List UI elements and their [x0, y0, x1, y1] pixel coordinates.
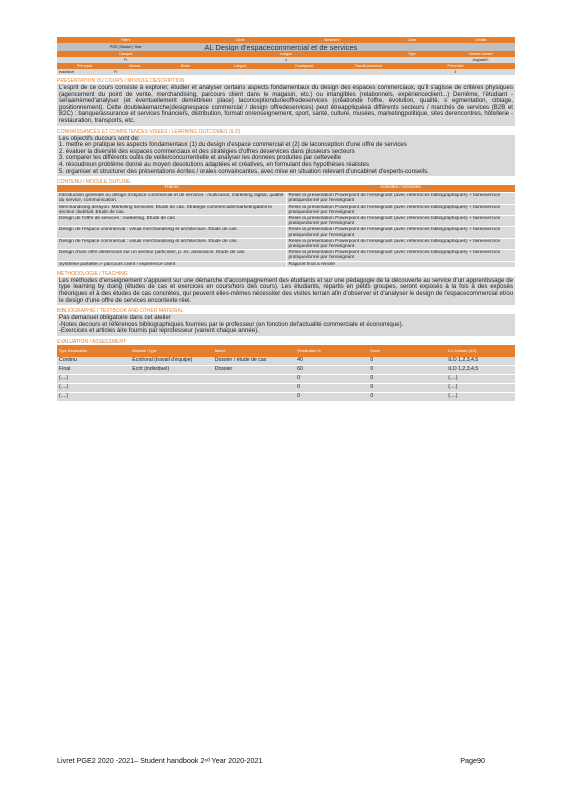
eval-cell [130, 392, 212, 401]
value-cell: Fr [112, 69, 158, 75]
skills-item: 2. évaluer la diversité des espaces commerciaux et des stratégies d'offres deservices dans plusieurs secteurs [59, 147, 355, 155]
value-cell: 4 [194, 57, 377, 63]
evaluation-header-row [57, 345, 515, 357]
header-cell: Cycle [194, 37, 286, 43]
eval-cell: 0 [295, 374, 368, 383]
page-footer [57, 756, 515, 765]
table-row [57, 374, 515, 383]
eval-cell: 0 [368, 374, 446, 383]
value-cell: Fr [57, 57, 194, 63]
skills-item: 4. résoudreun problème donné au moyen desolutions adaptées et créatives, en formulant des hypothèses réalistes [59, 160, 369, 168]
content-heading: CONTENU / MODULE OUTLINE [57, 179, 131, 186]
content-topic: Design de l'espace commercial : visual merchandising et architecture. Etude de cas. [57, 227, 286, 238]
presentation-text: L'esprit de ce cours consiste à explorer, étudier et analyser certains aspects fondamentaux du design des espaces commerciaux, qu'il s'agisse de critères physiques (agencement du point de vente, merchandising, parcours client dans le magasin, etc.) ou intangibles (relationnels, expérienceclient...) Demême, l'étudiant -seraamèmed'analyser (et éventuellement demettreen place) laconceptionduneoffredeservices (créationde l'offre, évolution, qualité, s egmentation, ciblage, positionnement). Cette doubleàemarche(designespace commercial / design offredeservices) peut êtreappliquéeà différents secteurs / marchés de services (B2B et B2C) : banque/assurance et services financiers, distribution, formati on/enseignement, sport, santé, culture, musées, marketingpolitique, sites derencontres, hôtellerie -restauration, transports, etc. [59, 84, 513, 124]
eval-cell: Ecrit/oral (travail d'équipe) [130, 357, 212, 366]
evaluation-col: Type d'évaluation [57, 345, 130, 357]
value-cell: 4 [396, 69, 515, 75]
content-topic: Design de l'offre de services : marketing. Etude de cas [57, 215, 286, 226]
table-row [57, 261, 515, 267]
program-cell: PGE | Master | Year [57, 43, 194, 51]
course-title: AL Design d'espacecommercial et de services [194, 43, 515, 51]
header-cell: Campus [57, 51, 194, 57]
eval-cell: 0 [368, 357, 446, 366]
value-cell: Individuel [57, 69, 112, 75]
content-topic: Design d'une offre deservices sur un secteur particulier, p. ex. assurance. Etude de cas. [57, 250, 286, 261]
table-row [57, 392, 515, 401]
content-col-right: Activités / Activities [286, 185, 515, 193]
header-cell: Langue [213, 63, 268, 69]
course-header-table [57, 37, 515, 63]
header-cell: Prérequis [57, 63, 112, 69]
table-row [57, 238, 515, 249]
evaluation-col: Modalité / Type [130, 345, 212, 357]
bibliography-box [57, 314, 515, 336]
content-topic: Merchandising derayon. Marketing sensoriel. Etude de cas. Stratégie commerciale/marketingdans le secteur dudétail. Etude de cas. [57, 204, 286, 215]
table-row [57, 250, 515, 261]
course-sheet [57, 0, 515, 402]
value-cell: Anglais/Fr [446, 57, 515, 63]
value-cell [268, 69, 396, 75]
bibliography-line: Pas demanuel obligatoire dans cet atelier [59, 314, 171, 322]
evaluation-heading: EVALUATION / ASSESSMENT [57, 338, 126, 345]
table-row [57, 383, 515, 392]
eval-cell: 0 [295, 392, 368, 401]
content-col-left: Thème [57, 185, 286, 193]
footer-title: Livret PGE2 2020 -2021– Student handbook 2ⁿᵈ Year 2020-2021 [57, 756, 263, 765]
eval-cell: 0 [368, 392, 446, 401]
content-table [57, 185, 515, 268]
eval-cell: (....) [57, 383, 130, 392]
eval-cell: (....) [446, 374, 515, 383]
eval-cell [130, 383, 212, 392]
bibliography-heading: BIBLIOGRAPHIE / TEXTBOOK AND OTHER MATERIAL [57, 308, 184, 315]
value-cell [213, 69, 268, 75]
content-activity: Relire la présentation Powerpoint de l'enseignant (avec références bibliographiques) + faireexercice pratiquedonné par l'enseignant [286, 204, 515, 215]
header-cell: Langue [194, 51, 377, 57]
course-header-table-2 [57, 63, 515, 75]
header-cell: Niveau [112, 63, 158, 69]
table-row [57, 215, 515, 226]
methodology-text: Les méthodes d'enseignement s'appuient sur une démarche d'accompagnement des étudiants et sur une pédagogie de la découverte au service d'un apprentissage de type learning by doing (études de cas et exercices en cours/hors des cours). Les étudiants, répartis en petits groupes, seront exposés à la fois à des exposés théoriques et à des études de cas concrètes, qui peuvent elles-mêmes nécessiter des visites terrain afin d'observer et d'analyser le design de l'espacecommercial et/ou le design d'une offre de services encontexte réel. [59, 276, 513, 304]
eval-cell [213, 374, 295, 383]
presentation-heading: PRESENTATION DU COURS / MODULE DESCRIPTION [57, 78, 185, 84]
skills-item: 5. organiser et structurer des présentations écrites / orales convaincantes, avec mise en situation relevant d'uncabinet d'experts-conseils. [59, 167, 429, 175]
header-cell: Travail personnel [341, 63, 396, 69]
eval-cell: 40 [295, 357, 368, 366]
table-row [57, 193, 515, 204]
header-cell: Enseignant [268, 63, 341, 69]
methodology-heading: METHODOLOGIE / TEACHING [57, 270, 128, 277]
content-topic: Design de l'espace commercial : visual merchandising et architecture. Etude de cas. [57, 238, 286, 249]
content-activity: Rapport final à rendre [286, 261, 515, 267]
content-activity: Relire la présentation Powerpoint de l'enseignant (avec références bibliographiques) + faireexercice pratiquedonné par l'enseignant [286, 250, 515, 261]
eval-cell: (....) [57, 392, 130, 401]
eval-cell: 0 [368, 383, 446, 392]
skills-heading: CONNAISSANCES ET COMPETENCES VISEES / LEARNING OUTCOMES (ILO) [57, 128, 241, 135]
eval-cell: Ecrit (individuel) [130, 365, 212, 374]
page-number: Page90 [460, 756, 485, 765]
eval-cell: Continu [57, 357, 130, 366]
eval-cell [213, 392, 295, 401]
header-cell: Volume horaire [446, 51, 515, 57]
table-row [57, 227, 515, 238]
eval-cell: ILO 1,2,3,4,5 [446, 365, 515, 374]
skills-item: 1. mettre en pratique les aspects fondamentaux (1) du design d'espace commercial et (2) de laconception d'une offre de services [59, 141, 407, 149]
table-row [57, 357, 515, 366]
evaluation-table [57, 345, 515, 402]
eval-cell: 60 [295, 365, 368, 374]
bibliography-line: -Exercices et articles àire fournis par leprofesseur (varient chaque année). [59, 327, 259, 335]
eval-cell: (....) [446, 392, 515, 401]
evaluation-col: Durée [368, 345, 446, 357]
eval-cell: ILO 1,2,3,4,5 [446, 357, 515, 366]
eval-cell: 0 [368, 365, 446, 374]
eval-cell [213, 383, 295, 392]
eval-cell: Dossier [213, 365, 295, 374]
header-cell: Code [378, 37, 447, 43]
evaluation-col: Nature [213, 345, 295, 357]
header-row-6 [57, 69, 515, 75]
content-topic: Introduction générale au design d'espace commercial et de services : multicanal, marketing digital, qualité du service, communication. [57, 193, 286, 204]
eval-cell: 0 [295, 383, 368, 392]
eval-cell: (....) [446, 383, 515, 392]
value-cell [158, 69, 213, 75]
header-cell: Crédits [446, 37, 515, 43]
header-cell: Filière [57, 37, 194, 43]
content-activity: Relire la présentation Powerpoint de l'enseignant (avec références bibliographiques) + faireexercice pratiquedonné par l'enseignant [286, 193, 515, 204]
header-row-2 [57, 43, 515, 51]
skills-item: 3. comparer les différents outils de veille/concurrentielle et analyser les données produites par cetteveille [59, 154, 342, 162]
eval-cell: Final [57, 365, 130, 374]
table-row [57, 365, 515, 374]
bibliography-line: -Notes decours et références bibliographiques fournies par le professeur (en fonction del'actualité commerciale et économique). [59, 320, 404, 328]
eval-cell: Dossier / étude de cas [213, 357, 295, 366]
skills-intro: Les objectifs ducours sont de: [59, 134, 140, 142]
content-activity: Relire la présentation Powerpoint de l'enseignant (avec références bibliographiques) + faireexercice pratiquedonné par l'enseignant [286, 215, 515, 226]
content-topic: Synthèse partielle=> parcours client / expérience client [57, 261, 286, 267]
eval-cell: (....) [57, 374, 130, 383]
skills-box [57, 135, 515, 177]
header-cell: Semestre [286, 37, 378, 43]
evaluation-col: Pondération % [295, 345, 368, 357]
header-cell: Type [378, 51, 447, 57]
header-cell: Présentiel [396, 63, 515, 69]
content-activity: Relire la présentation Powerpoint de l'enseignant (avec références bibliographiques) + faireexercice pratiquedonné par l'enseignant [286, 238, 515, 249]
content-header-row [57, 185, 515, 193]
eval-cell [130, 374, 212, 383]
content-activity: Relire la présentation Powerpoint de l'enseignant (avec références bibliographiques) + faireexercice pratiquedonné par l'enseignant [286, 227, 515, 238]
table-row [57, 204, 515, 215]
header-cell: Mode [158, 63, 213, 69]
evaluation-col: ILO évalués (ILO) [446, 345, 515, 357]
